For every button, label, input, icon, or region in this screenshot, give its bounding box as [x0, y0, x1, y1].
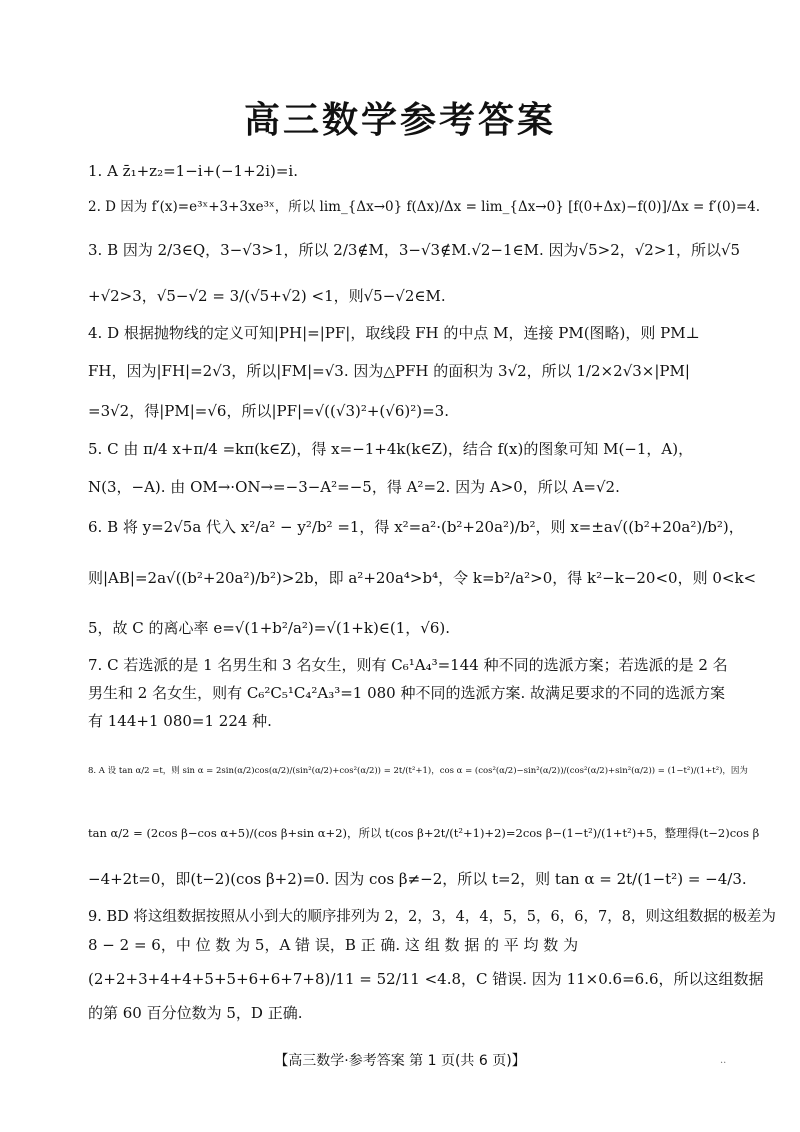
answer-line: 2. D 因为 f′(x)=e³ˣ+3+3xe³ˣ，所以 lim_{Δx→0} f(Δx)/Δx = lim_{Δx→0} [f(0+Δx)−f(0)]/Δx = f′(0)=4. [88, 199, 761, 215]
page-title: 高三数学参考答案 [243, 100, 556, 141]
scan-mark: ·· [720, 1058, 727, 1069]
page-footer: 【高三数学·参考答案 第 1 页(共 6 页)】 [274, 1053, 526, 1069]
answer-line: 5. C 由 π/4 x+π/4 =kπ(k∈Z)，得 x=−1+4k(k∈Z)，结合 f(x)的图象可知 M(−1，A)， [88, 440, 694, 458]
answer-line: N(3，−A). 由 OM→·ON→=−3−A²=−5，得 A²=2. 因为 A>0，所以 A=√2. [88, 478, 620, 496]
answer-line: =3√2，得|PM|=√6，所以|PF|=√((√3)²+(√6)²)=3. [88, 402, 449, 420]
answer-line: 7. C 若选派的是 1 名男生和 3 名女生，则有 C₆¹A₄³=144 种不同的选派方案；若选派的是 2 名 [88, 656, 728, 674]
answer-line: 的第 60 百分位数为 5，D 正确. [88, 1004, 303, 1022]
answer-line: 有 144+1 080=1 224 种. [88, 712, 272, 730]
answer-line: 9. BD 将这组数据按照从小到大的顺序排列为 2，2，3，4，4，5，5，6，6，7，8，则这组数据的极差为 [88, 909, 776, 925]
answer-line: 8. A 设 tan α/2 =t，则 sin α = 2sin(α/2)cos(α/2)/(sin²(α/2)+cos²(α/2)) = 2t/(t²+1)，cos α = (cos²(α/2)−sin²(α/2))/(cos²(α/2)+sin²(α/2)) = (1−t²)/(1+t²)，因为 [88, 766, 748, 776]
answer-line: tan α/2 = (2cos β−cos α+5)/(cos β+sin α+2)，所以 t(cos β+2t/(t²+1)+2)=2cos β−(1−t²)/(1+t²)+5，整理得(t−2)cos β [88, 826, 760, 840]
answer-line: +√2>3，√5−√2 = 3/(√5+√2) <1，则√5−√2∈M. [88, 287, 446, 305]
answer-line: 5，故 C 的离心率 e=√(1+b²/a²)=√(1+k)∈(1，√6). [88, 619, 451, 637]
answer-line: 男生和 2 名女生，则有 C₆²C₅¹C₄²A₃³=1 080 种不同的选派方案. 故满足要求的不同的选派方案 [88, 684, 726, 702]
answer-line: 3. B 因为 2/3∈Q，3−√3>1，所以 2/3∉M，3−√3∉M.√2−1∈M. 因为√5>2，√2>1，所以√5 [88, 241, 741, 259]
answer-line: 8 − 2 = 6，中 位 数 为 5，A 错 误，B 正 确. 这 组 数 据 的 平 均 数 为 [88, 936, 579, 954]
answer-line: 4. D 根据抛物线的定义可知|PH|=|PF|，取线段 FH 的中点 M，连接 PM(图略)，则 PM⊥ [88, 324, 700, 342]
answer-line: 则|AB|=2a√((b²+20a²)/b²)>2b，即 a²+20a⁴>b⁴，令 k=b²/a²>0，得 k²−k−20<0，则 0<k< [88, 569, 757, 587]
answer-line: FH，因为|FH|=2√3，所以|FM|=√3. 因为△PFH 的面积为 3√2，所以 1/2×2√3×|PM| [88, 362, 690, 380]
answer-line: 6. B 将 y=2√5a 代入 x²/a² − y²/b² =1，得 x²=a²·(b²+20a²)/b²，则 x=±a√((b²+20a²)/b²)， [88, 518, 744, 536]
answer-line: −4+2t=0，即(t−2)(cos β+2)=0. 因为 cos β≠−2，所以 t=2，则 tan α = 2t/(1−t²) = −4/3. [88, 870, 747, 888]
answer-line: (2+2+3+4+4+5+5+6+6+7+8)/11 = 52/11 <4.8，C 错误. 因为 11×0.6=6.6，所以这组数据 [88, 970, 764, 988]
answer-line: 1. A z̄₁+z₂=1−i+(−1+2i)=i. [88, 162, 298, 180]
